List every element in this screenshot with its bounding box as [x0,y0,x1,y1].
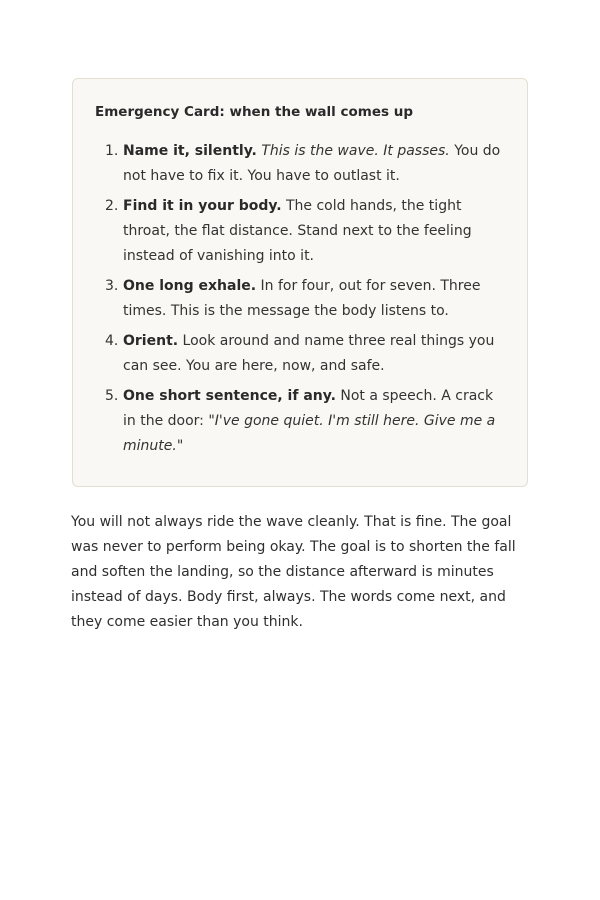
step-item [123,274,505,324]
step-item [123,329,505,379]
step-item [123,384,505,459]
step-text: In for four, out for seven. Three times. This is the message the body listens to. [123,278,481,319]
step-heading: One long exhale. [123,278,257,294]
step-emphasis: This is the wave. It passes. [261,143,450,159]
step-heading: Name it, silently. [123,143,257,159]
step-item [123,139,505,189]
step-heading: One short sentence, if any. [123,388,336,404]
step-heading: Orient. [123,333,179,349]
emergency-card [72,78,528,487]
step-item [123,194,505,269]
closing-paragraph: You will not always ride the wave cleanly. That is fine. The goal was never to perform being okay. The goal is to shorten the fall and soften the landing, so the distance afterward is minutes instead of days. Body first, always. The words come next, and they come easier than you think. [71,514,516,630]
step-heading: Find it in your body. [123,198,282,214]
step-text: You do not have to fix it. You have to outlast it. [123,143,501,184]
step-emphasis: "I've gone quiet. I'm still here. Give me a minute." [123,413,496,454]
card-title: Emergency Card: when the wall comes up [95,104,413,120]
steps-list [95,139,505,459]
step-text: The cold hands, the tight throat, the flat distance. Stand next to the feeling instead of vanishing into it. [123,198,472,264]
step-text: Look around and name three real things you can see. You are here, now, and safe. [123,333,495,374]
step-text: Not a speech. A crack in the door: [123,388,494,429]
